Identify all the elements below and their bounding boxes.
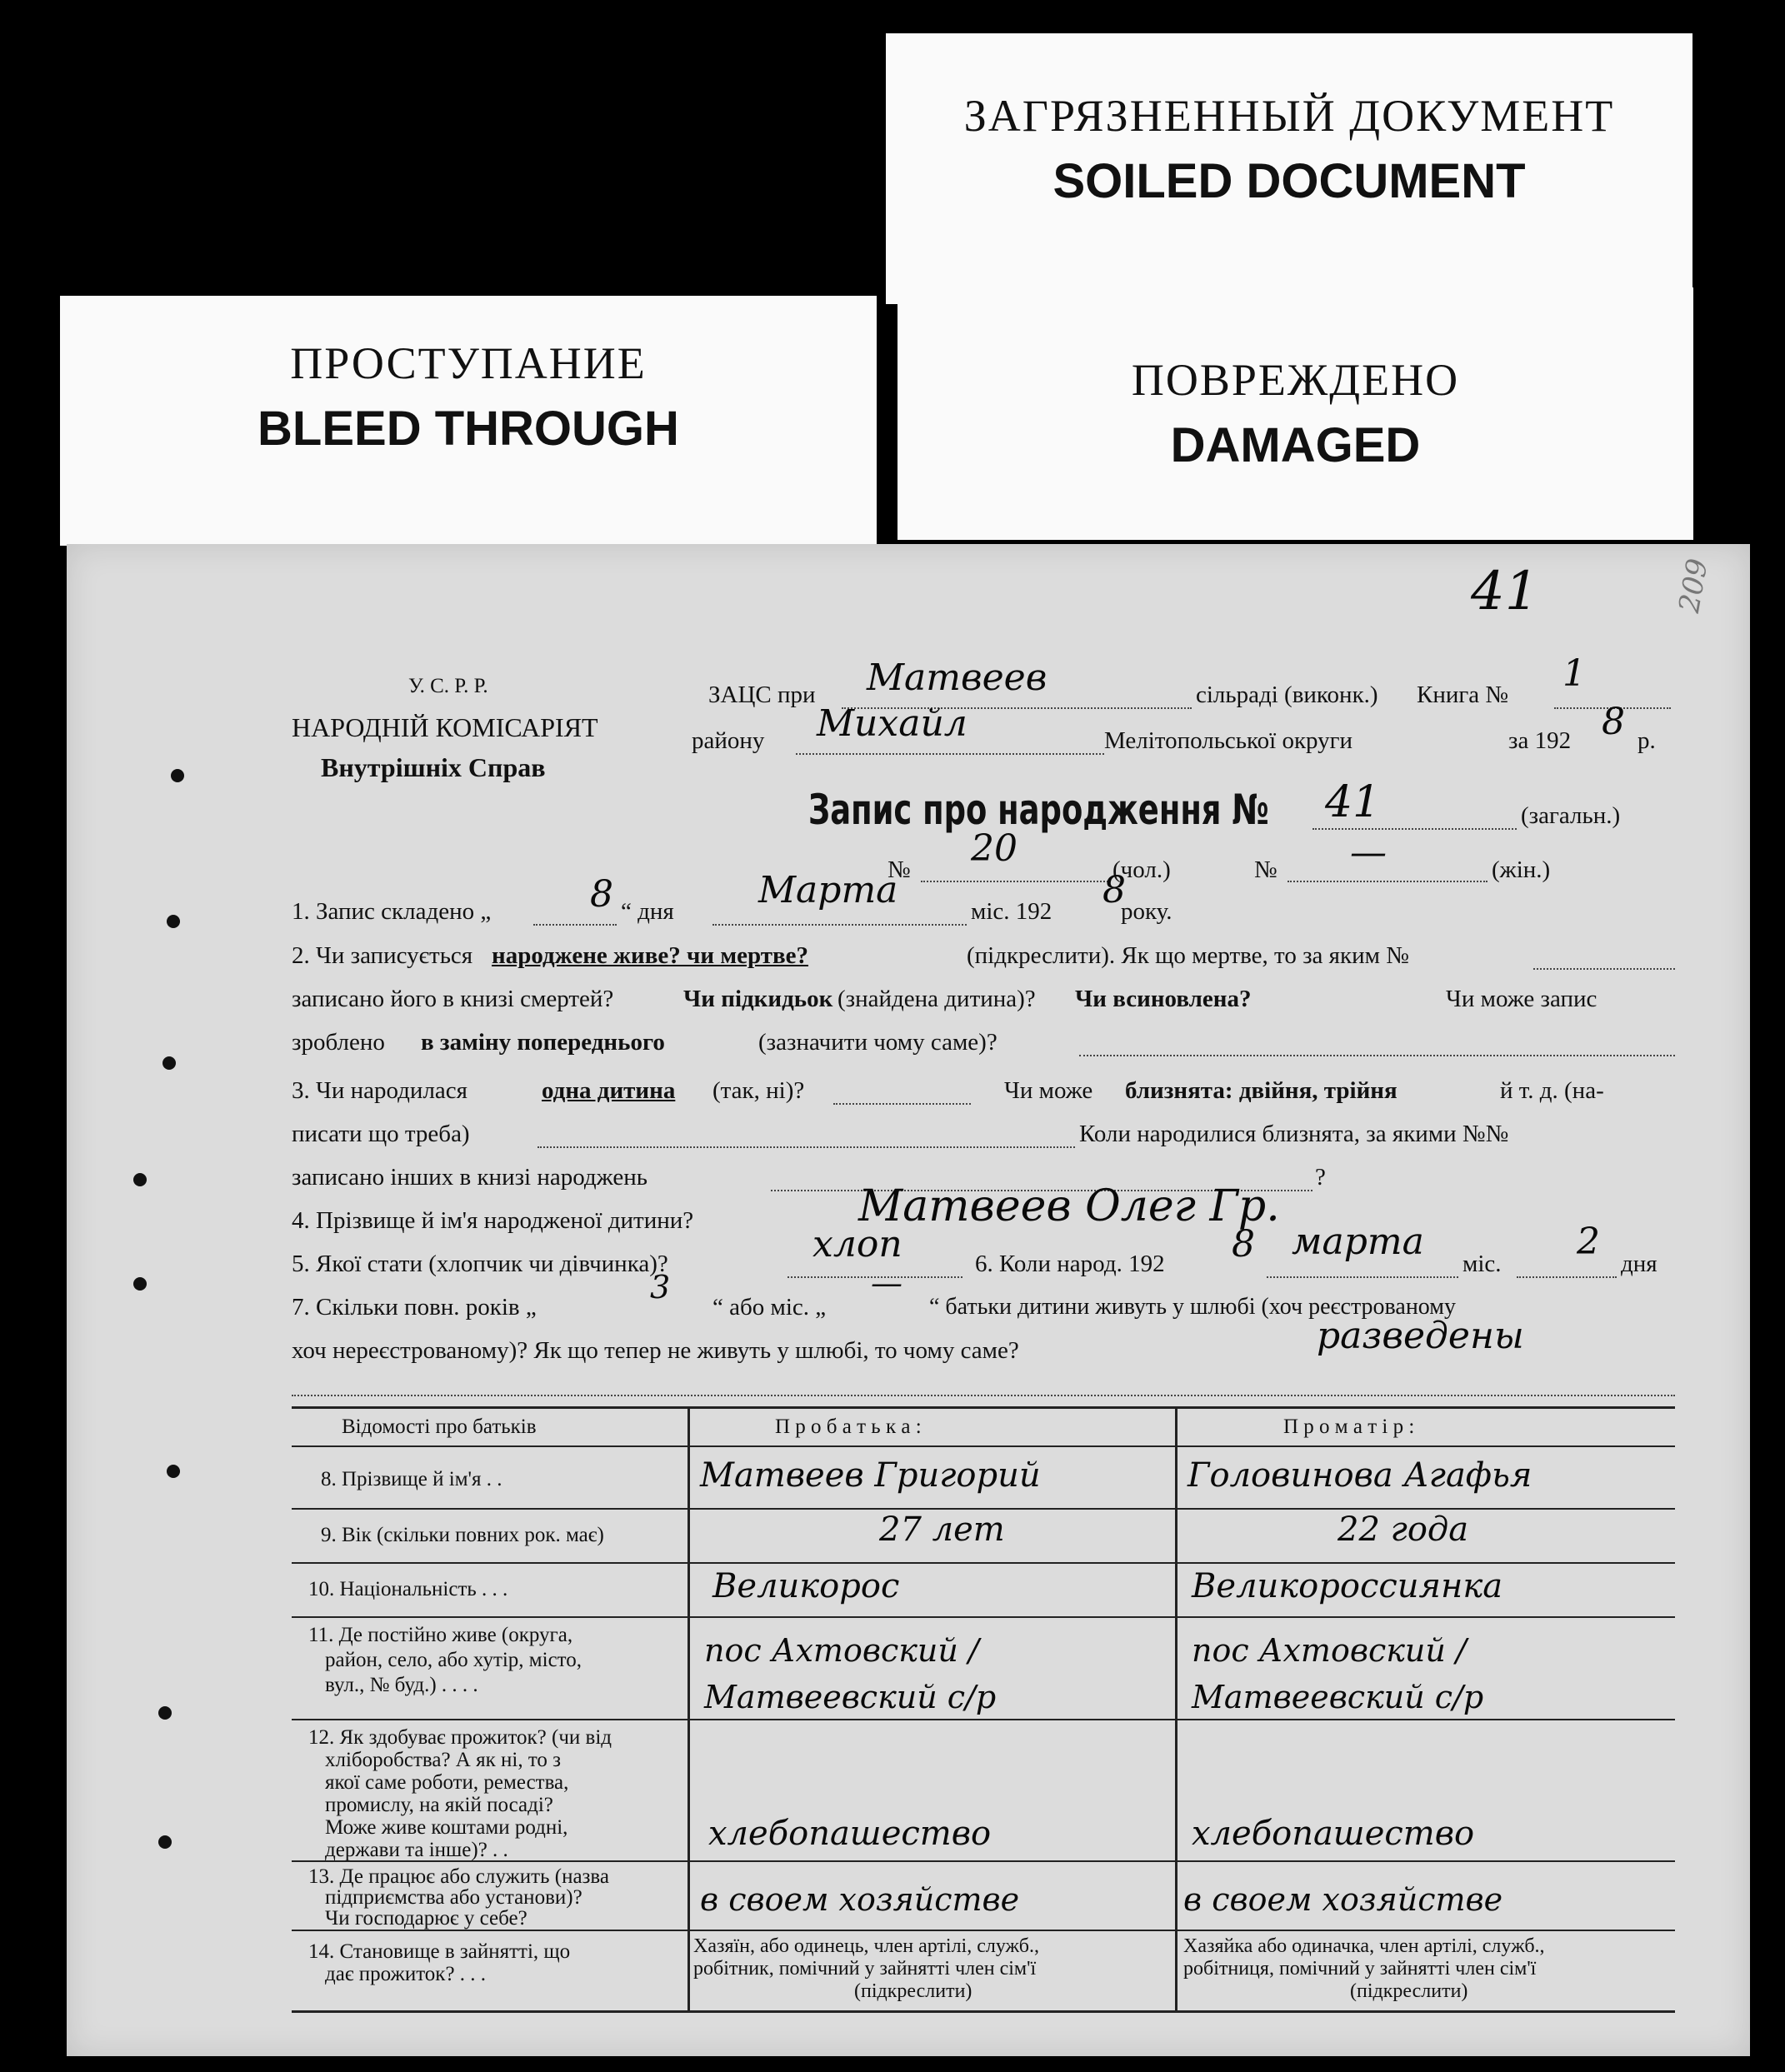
row9-mother-handwritten: 22 года — [1338, 1510, 1469, 1549]
row11-label-1: 11. Де постійно живе (округа, — [308, 1624, 573, 1646]
female-label: (жін.) — [1492, 856, 1551, 883]
row10-label: 10. Національність . . . — [308, 1578, 508, 1600]
item1-day-label: “ дня — [621, 898, 674, 925]
row12-mother-handwritten: хлебопашество — [1192, 1815, 1475, 1853]
item6-day-label: дня — [1621, 1251, 1658, 1277]
row13-label-2: підприємства або установи)? — [325, 1886, 582, 1909]
birth-record-form — [67, 544, 1750, 2056]
male-no-label: № — [888, 856, 911, 883]
punch-hole — [158, 1706, 172, 1720]
row13-mother-handwritten: в своем хозяйстве — [1183, 1881, 1503, 1918]
item7-line1b: “ або міс. „ — [712, 1294, 827, 1321]
row12-label-6: держави та інше)? . . — [325, 1839, 508, 1861]
punch-hole — [158, 1835, 172, 1849]
item3-line1a: 3. Чи народилася — [292, 1077, 468, 1104]
item6-month-handwritten: марта — [1292, 1221, 1424, 1263]
item1-label: 1. Запис складено „ — [292, 898, 492, 925]
item2-line3a: зроблено — [292, 1029, 385, 1056]
row9-father-handwritten: 27 лет — [879, 1510, 1005, 1549]
damaged-label-ru: ПОВРЕЖДЕНО — [1131, 355, 1460, 405]
item3-line2b: Коли народилися близнята, за якими №№ — [1079, 1121, 1509, 1147]
row12-label-3: якої саме роботи, ремества, — [325, 1771, 569, 1794]
table-header-father: П р о б а т ь к а : — [775, 1415, 922, 1438]
punch-hole — [171, 769, 184, 782]
item2-line1a: 2. Чи записується — [292, 942, 473, 969]
row14-father-option-1: Хазяїн, або одинець, член артілі, служб., — [693, 1935, 1039, 1957]
row11-label-2: район, село, або хутір, місто, — [325, 1649, 582, 1671]
item2-line3c: (зазначити чому саме)? — [758, 1029, 998, 1056]
punch-hole — [167, 915, 180, 928]
okrug-label: Мелітопольської округи — [1104, 727, 1353, 754]
row11-father-handwritten: пос Ахтовский / Матвеевский с/р — [704, 1632, 997, 1715]
ussr-label: У. С. Р. Р. — [408, 675, 488, 697]
item1-day-handwritten: 8 — [590, 873, 613, 916]
village-council-label: сільраді (виконк.) — [1196, 682, 1378, 708]
item3-line2a: писати що треба) — [292, 1121, 470, 1147]
row12-label-1: 12. Як здобуває прожиток? (чи від — [308, 1726, 612, 1749]
damaged-card — [898, 287, 1693, 540]
item2-line2a: записано його в книзі смертей? — [292, 986, 614, 1012]
item7-reason-handwritten: разведены — [1317, 1315, 1524, 1357]
row8-father-handwritten: Матвеев Григорий — [700, 1456, 1041, 1495]
soiled-label-en: SOILED DOCUMENT — [1052, 154, 1526, 208]
bleed-label-en: BLEED THROUGH — [258, 402, 679, 456]
row12-label-2: хліборобства? А як ні, то з — [325, 1749, 562, 1771]
item7-line2: хоч нереєстрованому)? Як що тепер не живуть у шлюбі, то чому саме? — [292, 1337, 1019, 1364]
table-header-parents: Відомості про батьків — [342, 1415, 537, 1438]
year-handwritten: 8 — [1602, 701, 1625, 743]
row14-mother-option-2: робітниця, помічний у зайнятті член сім'ї — [1183, 1958, 1537, 1980]
item3-twins: близнята: двійня, трійня — [1125, 1077, 1398, 1104]
item4-child-name-handwritten: Матвеев Олег Гр. — [858, 1181, 1280, 1231]
table-header-mother: П р о м а т і р : — [1283, 1415, 1415, 1438]
item1-year-label: року. — [1121, 898, 1172, 925]
female-no-label: № — [1254, 856, 1278, 883]
male-number-handwritten: 20 — [971, 827, 1018, 870]
punch-hole — [133, 1173, 147, 1186]
item2-line1c: (підкреслити). Як що мертве, то за яким № — [967, 942, 1409, 969]
soiled-label-ru: ЗАГРЯЗНЕННЫЙ ДОКУМЕНТ — [963, 91, 1615, 141]
row12-father-handwritten: хлебопашество — [708, 1815, 992, 1853]
book-label: Книга № — [1417, 682, 1509, 708]
item2-foundling: Чи підкидьок — [683, 986, 833, 1012]
row13-label-3: Чи господарює у себе? — [325, 1907, 528, 1930]
item7-line1c: “ батьки дитини живуть у шлюбі (хоч реєстрованому — [929, 1294, 1456, 1320]
row11-label-3: вул., № буд.) . . . . — [325, 1674, 478, 1696]
item3-line1f: й т. д. (на- — [1500, 1077, 1604, 1104]
item6-day-handwritten: 2 — [1577, 1221, 1600, 1263]
corner-sheet-number: 209 — [1672, 556, 1715, 616]
damaged-label-en: DAMAGED — [1170, 418, 1421, 472]
item5-label: 5. Якої стати (хлопчик чи дівчинка)? — [292, 1251, 668, 1277]
item3-line3a: записано інших в книзі народжень — [292, 1164, 648, 1191]
item3-yes-no: (так, ні)? — [712, 1077, 805, 1104]
record-title: Запис про народження № — [808, 786, 1269, 834]
general-label: (загальн.) — [1521, 802, 1621, 829]
year-suffix: р. — [1638, 727, 1656, 754]
bleed-through-card — [60, 296, 877, 546]
district-handwritten: Михайл — [817, 702, 968, 745]
row13-father-handwritten: в своем хозяйстве — [700, 1881, 1020, 1918]
punch-hole — [133, 1277, 147, 1291]
item2-line2e: Чи може запис — [1446, 986, 1598, 1012]
item6-label: 6. Коли народ. 192 — [975, 1251, 1165, 1277]
internal-affairs-label: Внутрішніх Справ — [321, 752, 546, 782]
item2-adopted: Чи всиновлена? — [1075, 986, 1252, 1012]
item7-line1a: 7. Скільки повн. років „ — [292, 1294, 537, 1321]
row14-label-2: дає прожиток? . . . — [325, 1963, 487, 1985]
item2-found-child: (знайдена дитина)? — [838, 986, 1036, 1012]
row13-label-1: 13. Де працює або служить (назва — [308, 1865, 609, 1888]
corner-record-number: 41 — [1471, 561, 1539, 622]
item3-line1d: Чи може — [1004, 1077, 1093, 1104]
row8-label: 8. Прізвище й ім'я . . — [321, 1468, 502, 1490]
item2-alive-dead: народжене живе? чи мертве? — [492, 942, 809, 969]
item6-year-handwritten: 8 — [1232, 1223, 1255, 1266]
punch-hole — [167, 1465, 180, 1478]
male-label: (чол.) — [1112, 856, 1171, 883]
punch-hole — [162, 1056, 176, 1070]
row14-mother-option-1: Хазяйка або одиначка, член артілі, служб., — [1183, 1935, 1545, 1957]
book-number-handwritten: 1 — [1562, 652, 1586, 695]
commissariat-label: НАРОДНІЙ КОМІСАРІЯТ — [292, 712, 598, 742]
row12-label-5: Може живе коштами родні, — [325, 1816, 568, 1839]
district-label: району — [692, 727, 765, 754]
year-label: за 192 — [1508, 727, 1572, 754]
item7-months-handwritten: — — [871, 1265, 902, 1301]
zags-label: ЗАЦС при — [708, 682, 816, 708]
item2-replacement: в заміну попереднього — [421, 1029, 665, 1056]
row14-father-option-3: (підкреслити) — [854, 1980, 972, 2002]
row11-mother-handwritten: пос Ахтовский / Матвеевский с/р — [1192, 1632, 1484, 1715]
item4-label: 4. Прізвище й ім'я народженої дитини? — [292, 1207, 694, 1234]
row12-label-4: промислу, на якій посаді? — [325, 1794, 553, 1816]
row9-label: 9. Вік (скільки повних рок. має) — [321, 1524, 604, 1546]
item7-years-handwritten: 3 — [650, 1269, 671, 1306]
row14-father-option-2: робітник, помічний у зайнятті член сім'ї — [693, 1958, 1037, 1980]
bleed-label-ru: ПРОСТУПАНИЕ — [290, 338, 647, 388]
row10-mother-handwritten: Великороссиянка — [1192, 1567, 1503, 1605]
female-number-handwritten: — — [1350, 831, 1387, 874]
item1-month-handwritten: Марта — [758, 869, 898, 911]
item5-sex-handwritten: хлоп — [812, 1223, 902, 1266]
row14-label-1: 14. Становище в зайнятті, що — [308, 1940, 571, 1963]
record-number-handwritten: 41 — [1325, 777, 1381, 827]
item1-year-handwritten: 8 — [1102, 869, 1126, 911]
row8-mother-handwritten: Головинова Агафья — [1188, 1456, 1532, 1495]
item1-month-label: міс. 192 — [971, 898, 1052, 925]
item3-one-child: одна дитина — [542, 1077, 676, 1104]
soiled-document-card — [886, 33, 1692, 304]
item3-question: ? — [1315, 1164, 1326, 1191]
row14-mother-option-3: (підкреслити) — [1350, 1980, 1468, 2002]
row10-father-handwritten: Великорос — [712, 1567, 900, 1605]
item6-month-label: міс. — [1462, 1251, 1502, 1277]
village-handwritten: Матвеев — [867, 657, 1048, 699]
